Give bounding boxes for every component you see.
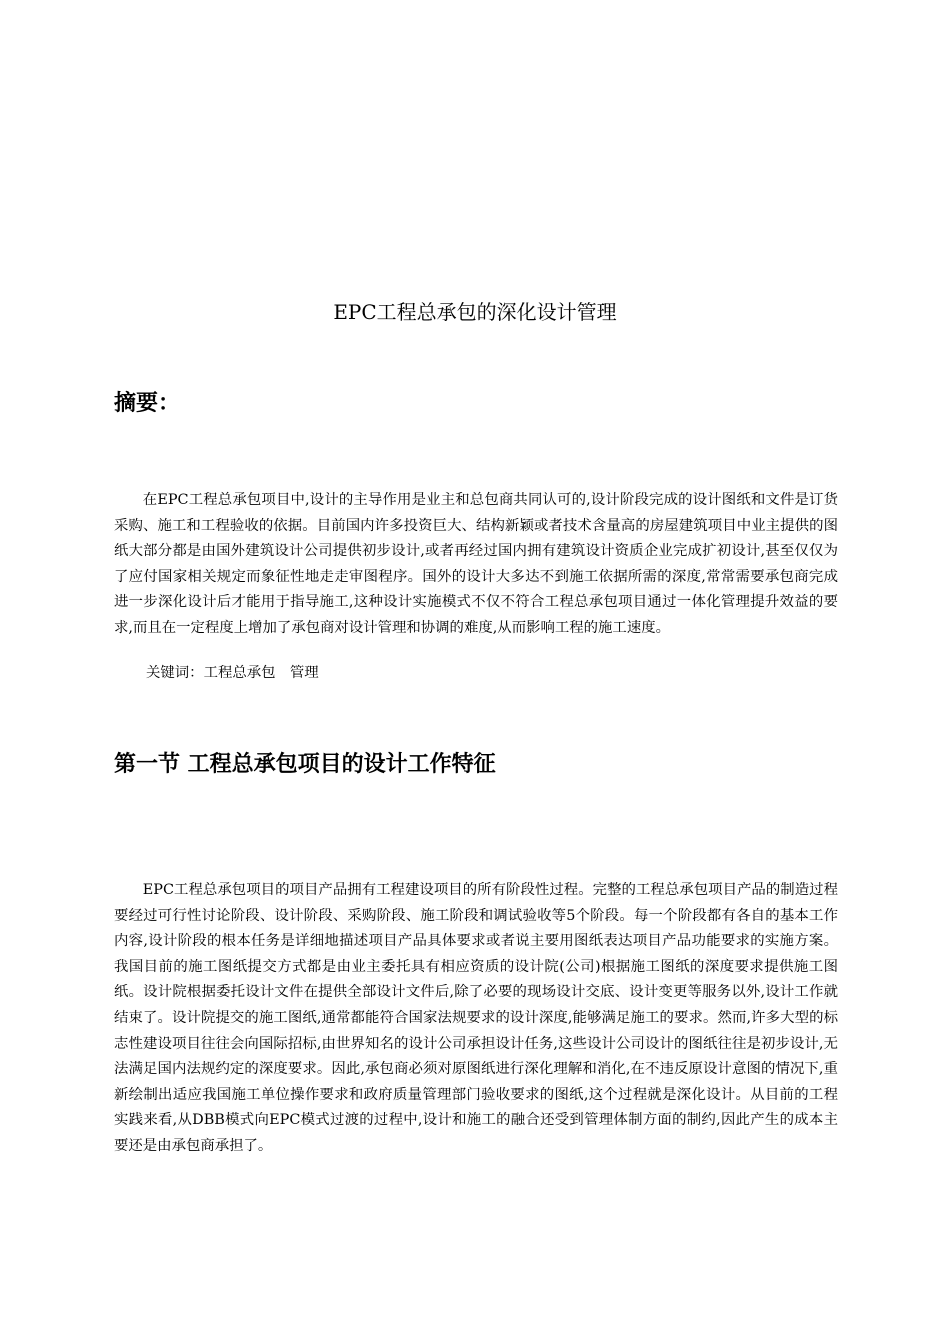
section-heading: 第一节 工程总承包项目的设计工作特征 (114, 751, 496, 777)
abstract-heading: 摘要： (114, 390, 181, 416)
document-title: EPC工程总承包的深化设计管理 (333, 300, 617, 324)
keywords-line: 关键词：工程总承包 管理 (146, 665, 319, 681)
section-paragraph: EPC工程总承包项目的项目产品拥有工程建设项目的所有阶段性过程。完整的工程总承包项目产品的制造过程要经过可行性讨论阶段、设计阶段、采购阶段、施工阶段和调试验收等5个阶段。每一个阶段都有各自的基本工作内容,设计阶段的根本任务是详细地描述项目产品具体要求或者说主要用图纸表达项目产品功能要求的实施方案。我国目前的施工图纸提交方式都是由业主委托具有相应资质的设计院(公司)根据施工图纸的深度要求提供施工图纸。设计院根据委托设计文件在提供全部设计文件后,除了必要的现场设计交底、设计变更等服务以外,设计工作就结束了。设计院提交的施工图纸,通常都能符合国家法规要求的设计深度,能够满足施工的要求。然而,许多大型的标志性建设项目往往会向国际招标,由世界知名的设计公司承担设计任务,这些设计公司设计的图纸往往是初步设计,无法满足国内法规约定的深度要求。因此,承包商必须对原图纸进行深化理解和消化,在不违反原设计意图的情况下,重新绘制出适应我国施工单位操作要求和政府质量管理部门验收要求的图纸,这个过程就是深化设计。从目前的工程实践来看,从DBB模式向EPC模式过渡的过程中,设计和施工的融合还受到管理体制方面的制约,因此产生的成本主要还是由承包商承担了。 (114, 882, 838, 1154)
abstract-paragraph: 在EPC工程总承包项目中,设计的主导作用是业主和总包商共同认可的,设计阶段完成的设计图纸和文件是订货采购、施工和工程验收的依据。目前国内许多投资巨大、结构新颖或者技术含量高的房屋建筑项目中业主提供的图纸大部分都是由国外建筑设计公司提供初步设计,或者再经过国内拥有建筑设计资质企业完成扩初设计,甚至仅仅为了应付国家相关规定而象征性地走走审图程序。国外的设计大多达不到施工依据所需的深度,常常需要承包商完成进一步深化设计后才能用于指导施工,这种设计实施模式不仅不符合工程总承包项目通过一体化管理提升效益的要求,而且在一定程度上增加了承包商对设计管理和协调的难度,从而影响工程的施工速度。 (114, 492, 838, 636)
